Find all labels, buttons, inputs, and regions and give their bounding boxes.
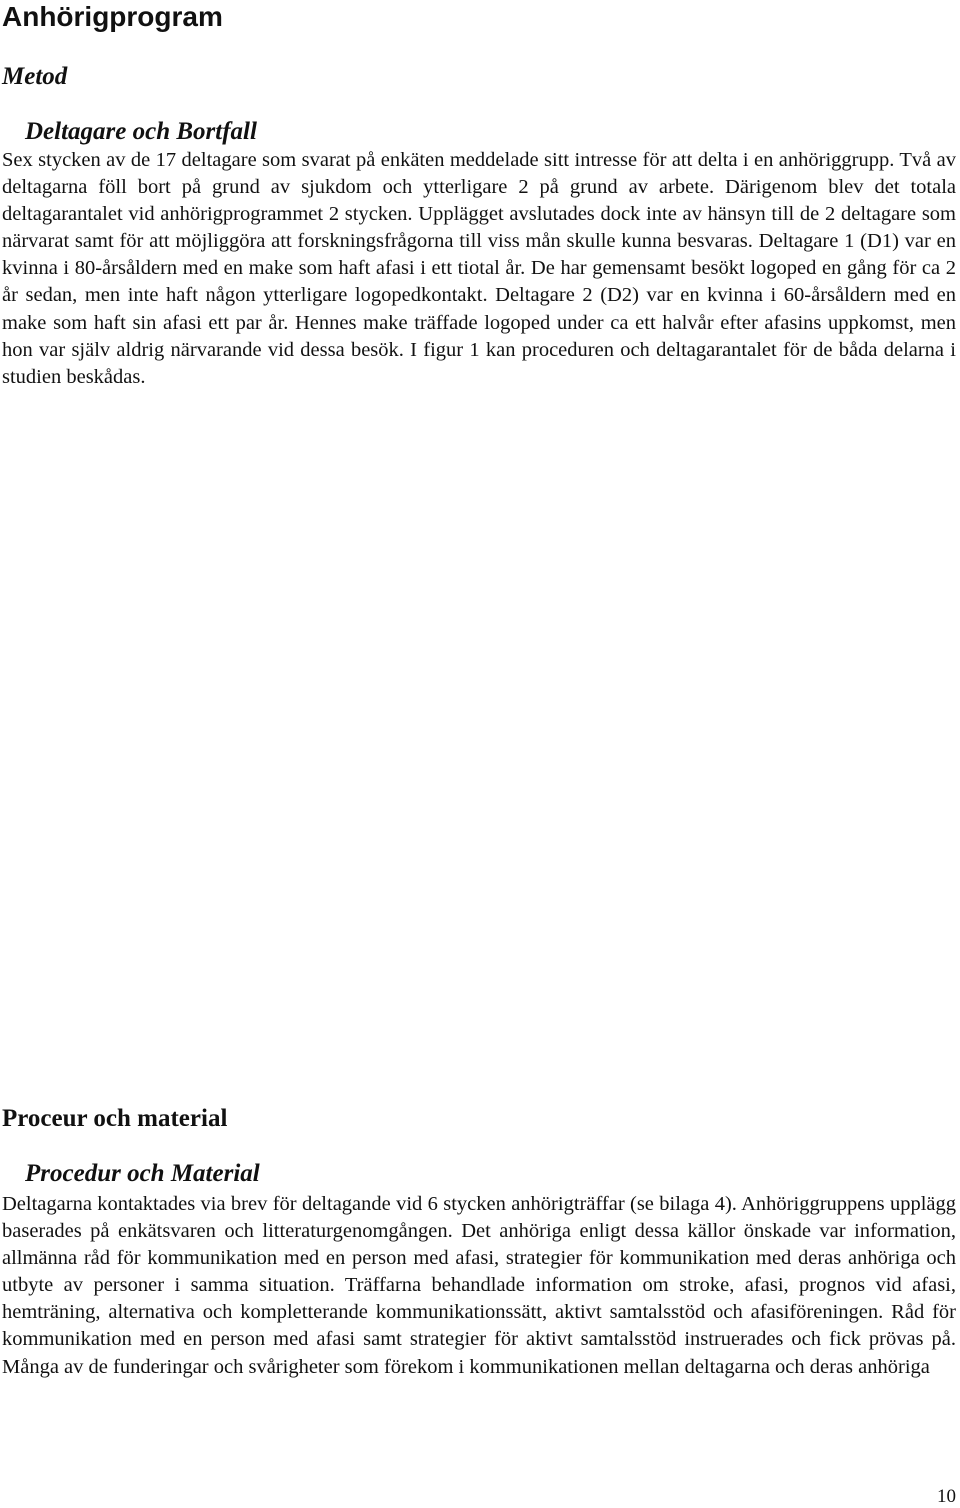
procedure-subheading: Procedur och Material: [25, 1160, 260, 1187]
method-heading: Metod: [2, 63, 68, 90]
procedure-heading: Proceur och material: [2, 1105, 228, 1132]
procedure-paragraph: Deltagarna kontaktades via brev för deltagande vid 6 stycken anhörigträffar (se bilaga 4). Anhöriggruppens upplägg baserades på enkätsvaren och litteraturgenomgången. Det anhöriga enligt dessa källor önskade var information, allmänna råd för kommunikation med en person med afasi, strategier för kommunikation med deras anhöriga och utbyte av personer i samma situation. Träffarna behandlade information om stroke, afasi, prognos vid afasi, hemträning, alternativa och kompletterande kommunikationssätt, aktivt samtalsstöd och afasiföreningen. Råd för kommunikation med en person med afasi samt strategier för aktivt samtalsstöd instruerades och fick prövas på. Många av de funderingar och svårigheter som förekom i kommunikationen mellan deltagarna och deras anhöriga: [2, 1193, 956, 1378]
page-number: 10: [937, 1486, 956, 1507]
participants-subheading: Deltagare och Bortfall: [25, 118, 257, 145]
page-title: Anhörigprogram: [2, 1, 223, 32]
method-paragraph: Sex stycken av de 17 deltagare som svarat på enkäten meddelade sitt intresse för att delta i en anhöriggrupp. Två av deltagarna föll bort på grund av sjukdom och ytterligare 2 på grund av arbete. Därigenom blev det totala deltagarantalet vid anhörigprogrammet 2 stycken. Upplägget avslutades dock inte av hänsyn till de 2 deltagare som närvarat samt för att möjliggöra att forskningsfrågorna till viss mån skulle kunna besvaras. Deltagare 1 (D1) var en kvinna i 80-årsåldern med en make som haft afasi i ett tiotal år. De har gemensamt besökt logoped en gång för ca 2 år sedan, men inte haft någon ytterligare logopedkontakt. Deltagare 2 (D2) var en kvinna i 60-årsåldern med en make som haft sin afasi ett par år. Hennes make träffade logoped under ca ett halvår efter afasins uppkomst, men hon var själv aldrig närvarande vid dessa besök. I figur 1 kan proceduren och deltagarantalet för de båda delarna i studien beskådas.: [2, 149, 956, 388]
